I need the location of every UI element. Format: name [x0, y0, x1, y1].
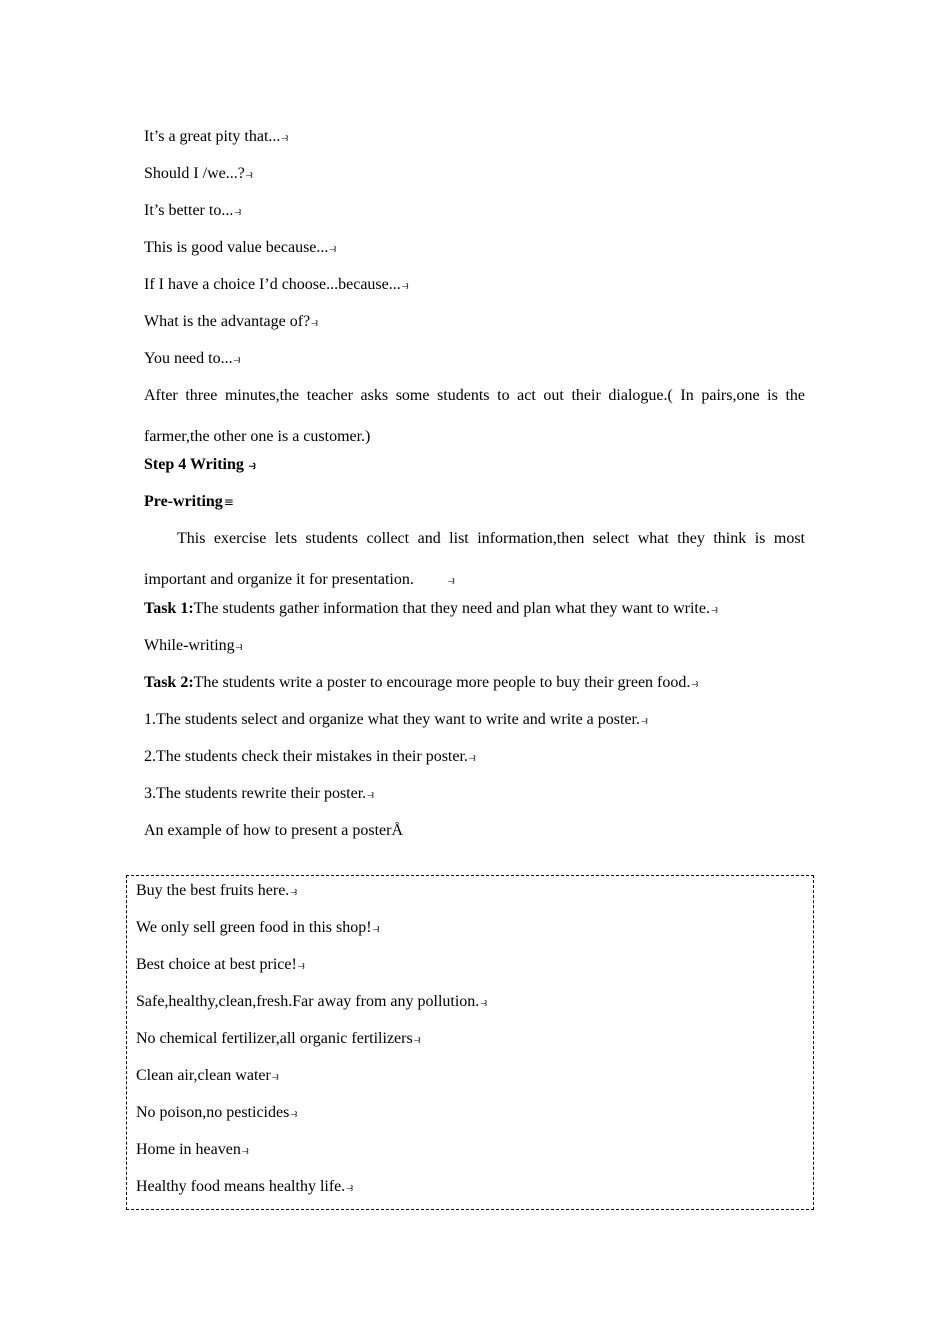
phrase-line: [144, 237, 805, 274]
return-mark-icon: ⥽: [710, 602, 718, 616]
return-mark-icon: ⥽: [468, 750, 476, 764]
phrase-line: [144, 126, 805, 163]
task-text: The students write a poster to encourage more people to buy their green food.: [193, 674, 691, 691]
exercise-paragraph: [144, 518, 805, 601]
return-mark-icon: ⥽: [372, 921, 380, 935]
return-mark-icon: ⥽: [235, 639, 243, 653]
return-mark-icon: ⥽: [248, 458, 256, 472]
return-mark-icon: ⥽: [691, 676, 699, 690]
phrase-text: It’s better to...: [144, 202, 234, 219]
poster-line: [136, 917, 487, 954]
poster-line: [136, 954, 487, 991]
phrase-line: [144, 163, 805, 200]
poster-text: Best choice at best price!: [136, 956, 297, 973]
task-line: [144, 672, 805, 709]
example-text: An example of how to present a poster: [144, 822, 392, 839]
phrase-text: This is good value because...: [144, 239, 329, 256]
heading-text: Pre-writing: [144, 493, 223, 510]
return-mark-icon: ⥽: [480, 995, 488, 1009]
phrase-text: You need to...: [144, 350, 233, 367]
phrase-text: It’s a great pity that...: [144, 128, 281, 145]
task-text: The students gather information that they need and plan what they want to write.: [193, 600, 710, 617]
return-mark-icon: ⥽: [401, 278, 409, 292]
step-text: 1.The students select and organize what they want to write and write a poster.: [144, 711, 640, 728]
phrase-line: [144, 274, 805, 311]
poster-text: Home in heaven: [136, 1141, 241, 1158]
task-label: Task 1:: [144, 600, 194, 617]
return-mark-icon: ⥽: [271, 1069, 279, 1083]
instruction-paragraph: After three minutes,the teacher asks some students to act out their dialogue.( In pairs,one is the farmer,the other one is a customer.): [144, 387, 805, 445]
return-mark-icon: ⥽: [297, 958, 305, 972]
poster-line: [136, 1176, 487, 1213]
return-mark-icon: ⥽: [241, 1143, 249, 1157]
return-mark-icon: ⥽: [245, 167, 253, 181]
step-line: [144, 709, 805, 746]
return-mark-icon: ⥽: [346, 1180, 354, 1194]
phrase-text: What is the advantage of?: [144, 313, 311, 330]
return-mark-icon: ⥽: [290, 1106, 298, 1120]
section-heading: [144, 454, 805, 491]
step-line: [144, 783, 805, 820]
return-mark-icon: ⥽: [329, 241, 337, 255]
poster-text: We only sell green food in this shop!: [136, 919, 372, 936]
return-mark-icon: ⥽: [311, 315, 318, 329]
poster-text: Healthy food means healthy life.: [136, 1178, 346, 1195]
return-mark-icon: ⥽: [281, 130, 289, 144]
poster-example-box: [126, 875, 814, 1210]
return-mark-icon: ⥽: [233, 352, 241, 366]
poster-line: [136, 1028, 487, 1065]
return-mark-icon: ⥽: [234, 204, 242, 218]
poster-text: No chemical fertilizer,all organic fertilizers: [136, 1030, 413, 1047]
document-body: [144, 126, 805, 857]
poster-line: [136, 880, 487, 917]
poster-text: Buy the best fruits here.: [136, 882, 290, 899]
return-mark-icon: ⥽: [367, 787, 374, 801]
poster-line: [136, 1065, 487, 1102]
task-label: Task 2:: [144, 674, 194, 691]
task-line: [144, 598, 805, 635]
poster-text: No poison,no pesticides: [136, 1104, 290, 1121]
example-intro-line: [144, 820, 805, 857]
poster-text: Clean air,clean water: [136, 1067, 271, 1084]
poster-line: [136, 991, 487, 1028]
paragraph-text: This exercise lets students collect and list information,then select what they think is most important and organize it for presentation.: [144, 530, 805, 588]
step-text: 2.The students check their mistakes in their poster.: [144, 748, 468, 765]
return-mark-icon: ⥽: [290, 884, 298, 898]
poster-line: [136, 1102, 487, 1139]
return-mark-icon: ⥽: [641, 713, 648, 727]
step-line: [144, 746, 805, 783]
heading-text: Step 4 Writing: [144, 456, 248, 473]
subsection-text: While-writing: [144, 637, 235, 654]
return-mark-icon: ⥽: [447, 573, 455, 587]
symbol-mark: Å: [391, 822, 404, 839]
poster-line: [136, 1139, 487, 1176]
phrase-text: Should I /we...?: [144, 165, 245, 182]
list-mark-icon: ≡: [223, 495, 234, 509]
poster-lines: [136, 880, 487, 1213]
phrase-text: If I have a choice I’d choose...because...: [144, 276, 401, 293]
phrase-line: [144, 311, 805, 348]
step-text: 3.The students rewrite their poster.: [144, 785, 367, 802]
subsection-line: [144, 635, 805, 672]
return-mark-icon: ⥽: [413, 1032, 421, 1046]
phrase-line: [144, 200, 805, 237]
poster-text: Safe,healthy,clean,fresh.Far away from any pollution.: [136, 993, 480, 1010]
